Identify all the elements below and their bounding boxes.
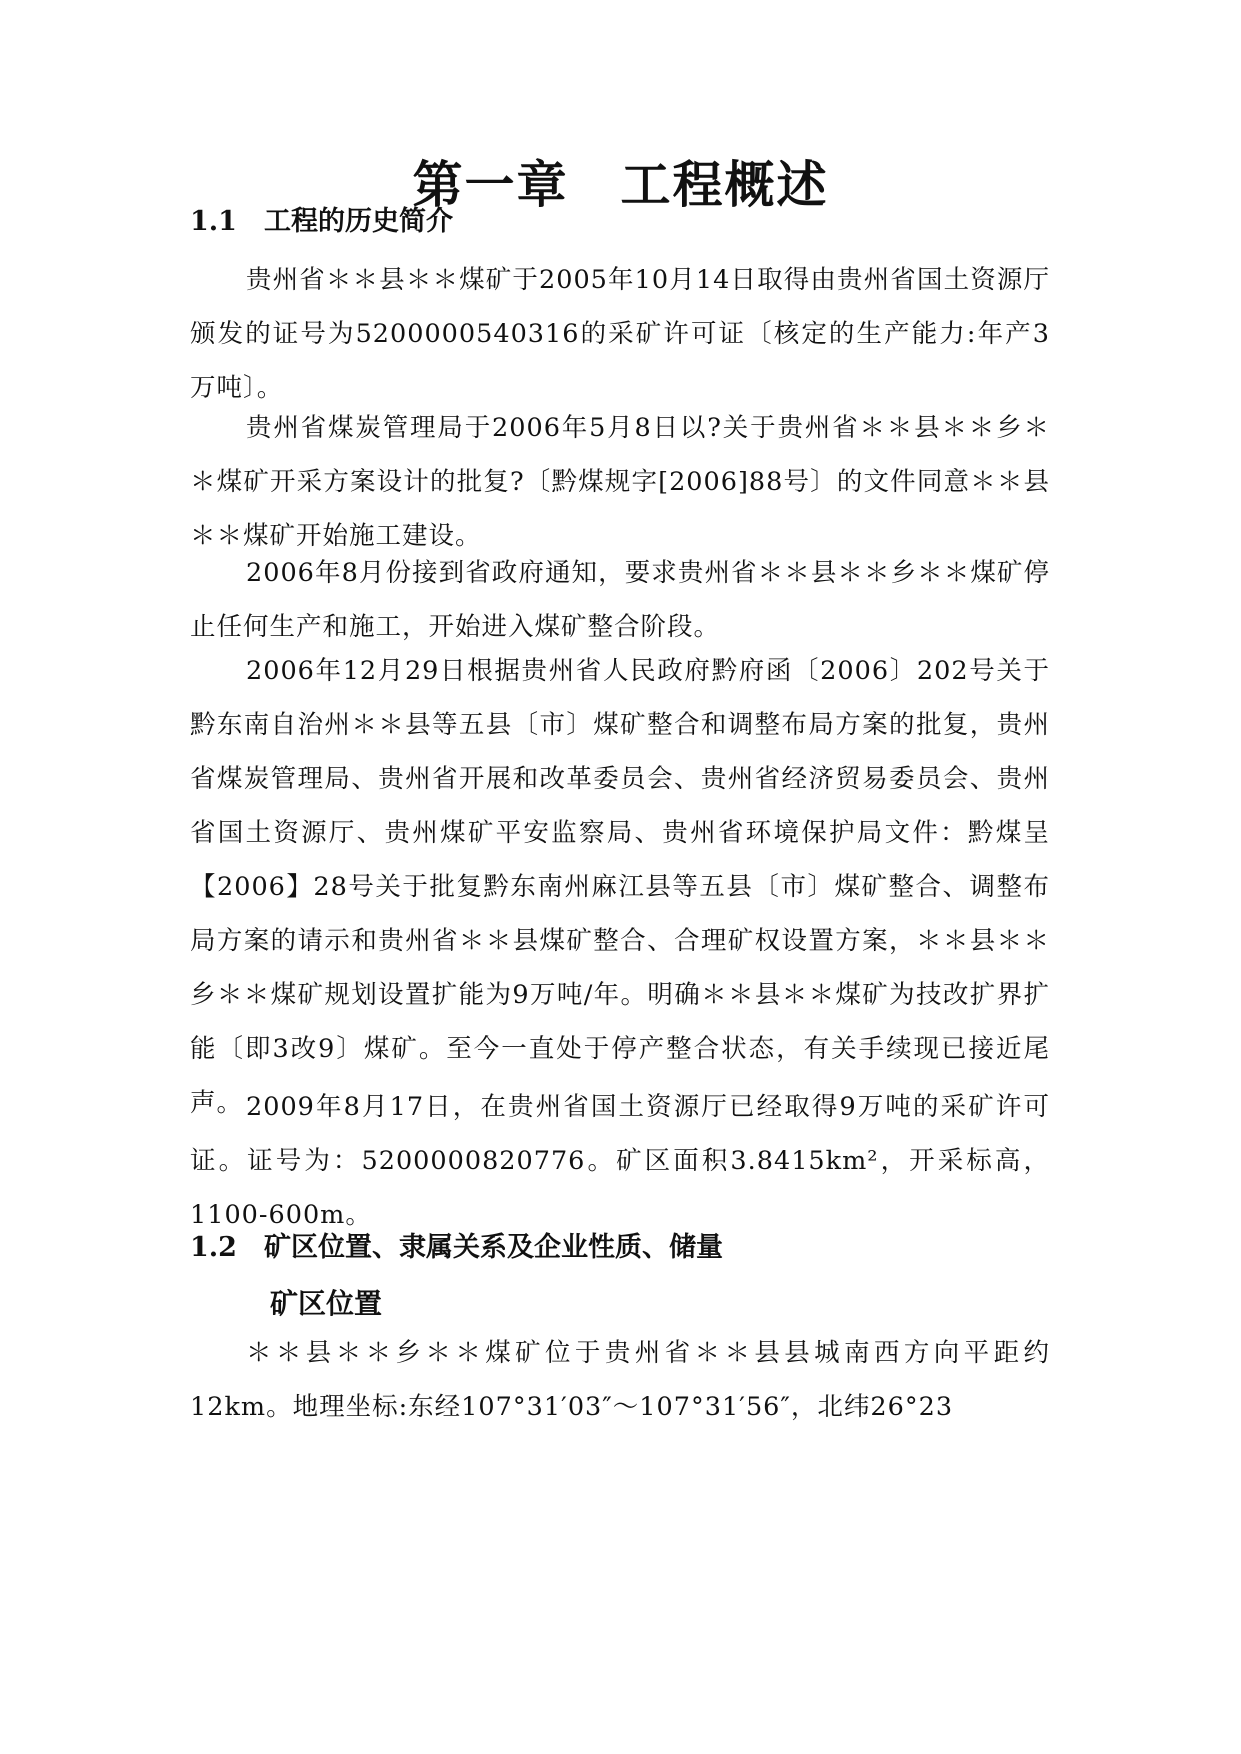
section-heading-1-1: 1.1 工程的历史简介 <box>190 206 453 237</box>
section-heading-1-2: 1.2 矿区位置、隶属关系及企业性质、储量 <box>190 1232 723 1263</box>
paragraph-integration-plan: 2006年12月29日根据贵州省人民政府黔府函〔2006〕202号关于黔东南自治州＊＊县等五县〔市〕煤矿整合和调整布局方案的批复，贵州省煤炭管理局、贵州省开展和改革委员会、贵州省经济贸易委员会、贵州省国土资源厅、贵州煤矿平安监察局、贵州省环境保护局文件：黔煤呈【2006】28号关于批复黔东南州麻江县等五县〔市〕煤矿整合、调整布局方案的请示和贵州省＊＊县煤矿整合、合理矿权设置方案，＊＊县＊＊乡＊＊煤矿规划设置扩能为9万吨/年。明确＊＊县＊＊煤矿为技改扩界扩能〔即3改9〕煤矿。至今一直处于停产整合状态，有关手续现已接近尾声。 <box>190 656 1051 1118</box>
subheading-mine-location: 矿区位置 <box>270 1287 383 1320</box>
paragraph-new-license: 2009年8月17日，在贵州省国土资源厅已经取得9万吨的采矿许可证。证号为：5200000820776。矿区面积3.8415km²，开采标高，1100-600m。 <box>190 1092 1050 1230</box>
paragraph-mining-license: 贵州省＊＊县＊＊煤矿于2005年10月14日取得由贵州省国土资源厅颁发的证号为5200000540316的采矿许可证〔核定的生产能力:年产3万吨〕。 <box>190 265 1050 403</box>
paragraph-government-notice: 2006年8月份接到省政府通知，要求贵州省＊＊县＊＊乡＊＊煤矿停止任何生产和施工，开始进入煤矿整合阶段。 <box>190 558 1050 642</box>
paragraph-mine-location: ＊＊县＊＊乡＊＊煤矿位于贵州省＊＊县县城南西方向平距约12km。地理坐标:东经107°31′03″～107°31′56″，北纬26°23 <box>190 1338 1050 1422</box>
chapter-title: 第一章 工程概述 <box>412 155 829 214</box>
paragraph-design-approval: 贵州省煤炭管理局于2006年5月8日以?关于贵州省＊＊县＊＊乡＊＊煤矿开采方案设计的批复?〔黔煤规字[2006]88号〕的文件同意＊＊县＊＊煤矿开始施工建设。 <box>190 413 1050 551</box>
